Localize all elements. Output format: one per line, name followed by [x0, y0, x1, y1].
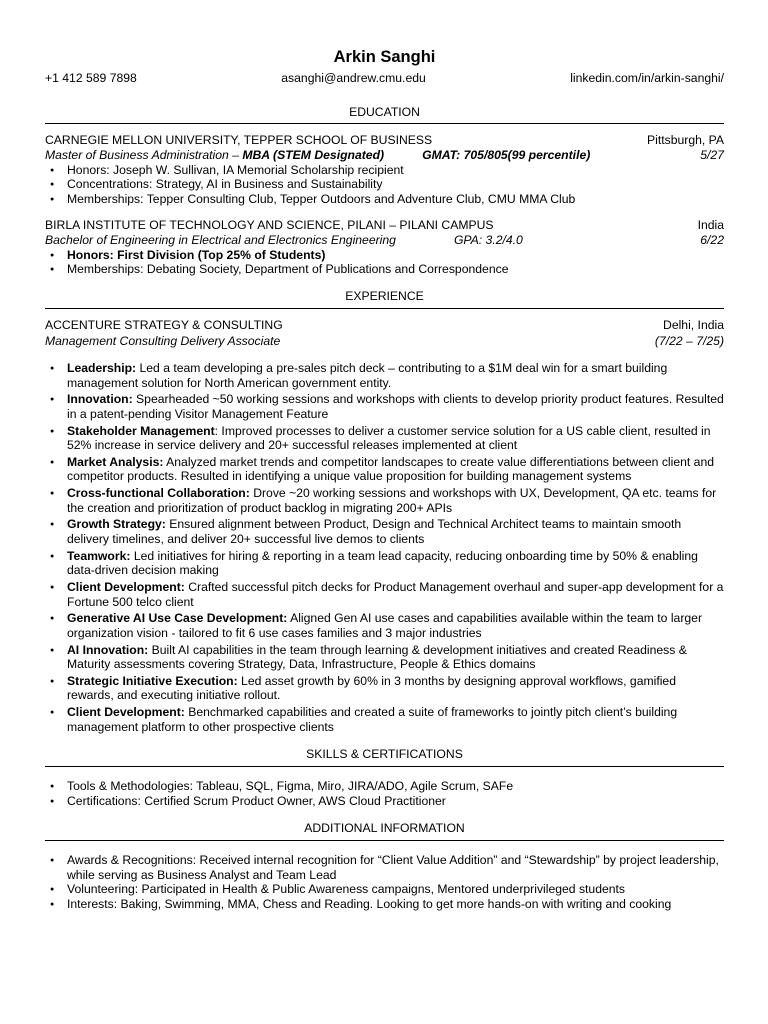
- education-entry-bits: [45, 218, 724, 277]
- additional-list: [45, 853, 724, 912]
- list-item: ● Memberships: Tepper Consulting Club, Tepper Outdoors and Adventure Club, CMU MMA Club: [67, 192, 724, 207]
- education-heading: EDUCATION: [45, 105, 724, 125]
- list-item: ● Concentrations: Strategy, AI in Business and Sustainability: [67, 177, 724, 192]
- bullet-label: Growth Strategy:: [67, 517, 166, 532]
- list-item: [67, 455, 724, 484]
- degree-line: [45, 233, 523, 248]
- degree-line: [45, 148, 590, 163]
- list-item: ● Tools & Methodologies: Tableau, SQL, Figma, Miro, JIRA/ADO, Agile Scrum, SAFe: [67, 779, 724, 794]
- list-item: ● Volunteering: Participated in Health & Public Awareness campaigns, Mentored underprivileged students: [67, 882, 724, 897]
- school-name: CARNEGIE MELLON UNIVERSITY, TEPPER SCHOOL OF BUSINESS: [45, 133, 433, 148]
- degree-text: Master of Business Administration –: [45, 147, 243, 162]
- bullet-text: Ensured alignment between Product, Design and Technical Architect teams to maintain smooth delivery timelines, and deliver 20+ successful live demos to clients: [67, 517, 682, 547]
- honors-value: : First Division (Top 25% of Students): [109, 247, 326, 262]
- bullet-text: Led a team developing a pre-sales pitch deck – contributing to a $1M deal win for a smart building management solution for North American government entity.: [67, 360, 668, 390]
- skills-list: [45, 779, 724, 808]
- list-item: [67, 611, 724, 640]
- bullet-label: Stakeholder Management: [67, 423, 215, 438]
- bullet-text: Analyzed market trends and competitor landscapes to create value differentiations between client and competitor products. Resulted in identifying a unique value proposition for building management systems: [67, 454, 714, 484]
- education-bullets: [45, 163, 724, 207]
- list-item: [67, 580, 724, 609]
- additional-heading: ADDITIONAL INFORMATION: [45, 821, 724, 841]
- education-bullets: [45, 248, 724, 277]
- graduation-date: 5/27: [700, 147, 724, 162]
- degree-emphasis: MBA (STEM Designated): [242, 147, 385, 162]
- bullet-label: Strategic Initiative Execution:: [67, 673, 238, 688]
- list-item: ● Memberships: Debating Society, Department of Publications and Correspondence: [67, 262, 724, 277]
- list-item: [67, 549, 724, 578]
- email-address: asanghi@andrew.cmu.edu: [281, 71, 426, 85]
- list-item: [67, 674, 724, 703]
- school-location: India: [697, 218, 724, 233]
- experience-company-row: [45, 318, 724, 333]
- list-item: ● Interests: Baking, Swimming, MMA, Chess and Reading. Looking to get more hands-on with writing and cooking: [67, 897, 724, 912]
- bullet-label: Cross-functional Collaboration:: [67, 486, 250, 501]
- bullet-text: Spearheaded ~50 working sessions and workshops with clients to develop priority product features. Resulted in a patent-pending Visitor Management Feature: [67, 392, 724, 421]
- experience-role-row: [45, 334, 724, 349]
- test-score: GMAT: 705/805(99 percentile): [422, 147, 591, 162]
- bullet-text: Led initiatives for hiring & reporting in a team lead capacity, reducing onboarding time by 50% & enabling data-driven decision making: [67, 548, 698, 578]
- list-item: [67, 248, 724, 263]
- bullet-label: Teamwork:: [67, 548, 131, 563]
- skills-heading: SKILLS & CERTIFICATIONS: [45, 747, 724, 767]
- contact-row: [45, 71, 724, 86]
- list-item: [67, 361, 724, 390]
- school-location: Pittsburgh, PA: [647, 133, 724, 148]
- bullet-text: Led asset growth by 60% in 3 months by designing approval workflows, gamified rewards, and executing initiative rollout.: [67, 673, 676, 703]
- graduation-date: 6/22: [700, 233, 724, 248]
- bullet-text: Drove ~20 working sessions and workshops with UX, Development, QA etc. teams for the creation and prioritization of product backlog in migrating 200+ APIs: [67, 486, 717, 515]
- degree-text: Bachelor of Engineering in Electrical and Electronics Engineering: [45, 233, 396, 248]
- bullet-label: Leadership:: [67, 360, 137, 375]
- list-item: [67, 486, 724, 515]
- bullet-text: Built AI capabilities in the team through learning & development initiatives and created Readiness & Maturity assessments covering Strategy, Data, Infrastructure, People & Ethics domains: [67, 642, 687, 672]
- bullet-label: AI Innovation:: [67, 642, 149, 657]
- experience-heading: EXPERIENCE: [45, 289, 724, 309]
- bullet-text: Benchmarked capabilities and created a suite of frameworks to jointly pitch client’s building management platform to other prospective clients: [67, 705, 678, 734]
- company-name: ACCENTURE STRATEGY & CONSULTING: [45, 317, 283, 332]
- bullet-text: : Improved processes to deliver a customer service solution for a US cable client, resulted in 52% increase in service delivery and 20+ successful releases implemented at client: [67, 423, 711, 453]
- bullet-text: Crafted successful pitch decks for Product Management overhaul and super-app development for a Fortune 500 telco client: [67, 579, 724, 609]
- gpa-score: GPA: 3.2/4.0: [453, 233, 523, 248]
- candidate-name: Arkin Sanghi: [333, 48, 436, 66]
- bullet-label: Client Development:: [67, 579, 185, 594]
- job-title: Management Consulting Delivery Associate: [45, 334, 281, 349]
- bullet-label: Innovation:: [67, 392, 133, 407]
- phone-number: +1 412 589 7898: [45, 71, 137, 85]
- experience-bullets: [45, 361, 724, 734]
- bullet-label: Market Analysis:: [67, 454, 164, 469]
- list-item: [67, 392, 724, 421]
- linkedin-url: linkedin.com/in/arkin-sanghi/: [570, 71, 724, 85]
- school-name: BIRLA INSTITUTE OF TECHNOLOGY AND SCIENCE, PILANI – PILANI CAMPUS: [45, 218, 494, 233]
- list-item: [67, 424, 724, 453]
- list-item: ● Awards & Recognitions: Received internal recognition for “Client Value Addition” and “Stewardship” by project leadership, while serving as Business Analyst and Team Lead: [67, 853, 724, 882]
- bullet-label: Generative AI Use Case Development:: [67, 611, 288, 626]
- education-entry-cmu: [45, 133, 724, 206]
- bullet-label: Client Development:: [67, 705, 185, 720]
- list-item: [67, 643, 724, 672]
- honors-label: Honors: [67, 247, 110, 262]
- company-location: Delhi, India: [663, 317, 724, 332]
- list-item: [67, 517, 724, 546]
- bullet-text: Aligned Gen AI use cases and capabilities available within the team to larger organization vision - tailored to fit 6 use cases families and 3 major industries: [67, 611, 702, 640]
- job-dates: (7/22 – 7/25): [654, 334, 724, 349]
- list-item: [67, 705, 724, 734]
- list-item: ● Honors: Joseph W. Sullivan, IA Memorial Scholarship recipient: [67, 163, 724, 178]
- list-item: ● Certifications: Certified Scrum Product Owner, AWS Cloud Practitioner: [67, 794, 724, 809]
